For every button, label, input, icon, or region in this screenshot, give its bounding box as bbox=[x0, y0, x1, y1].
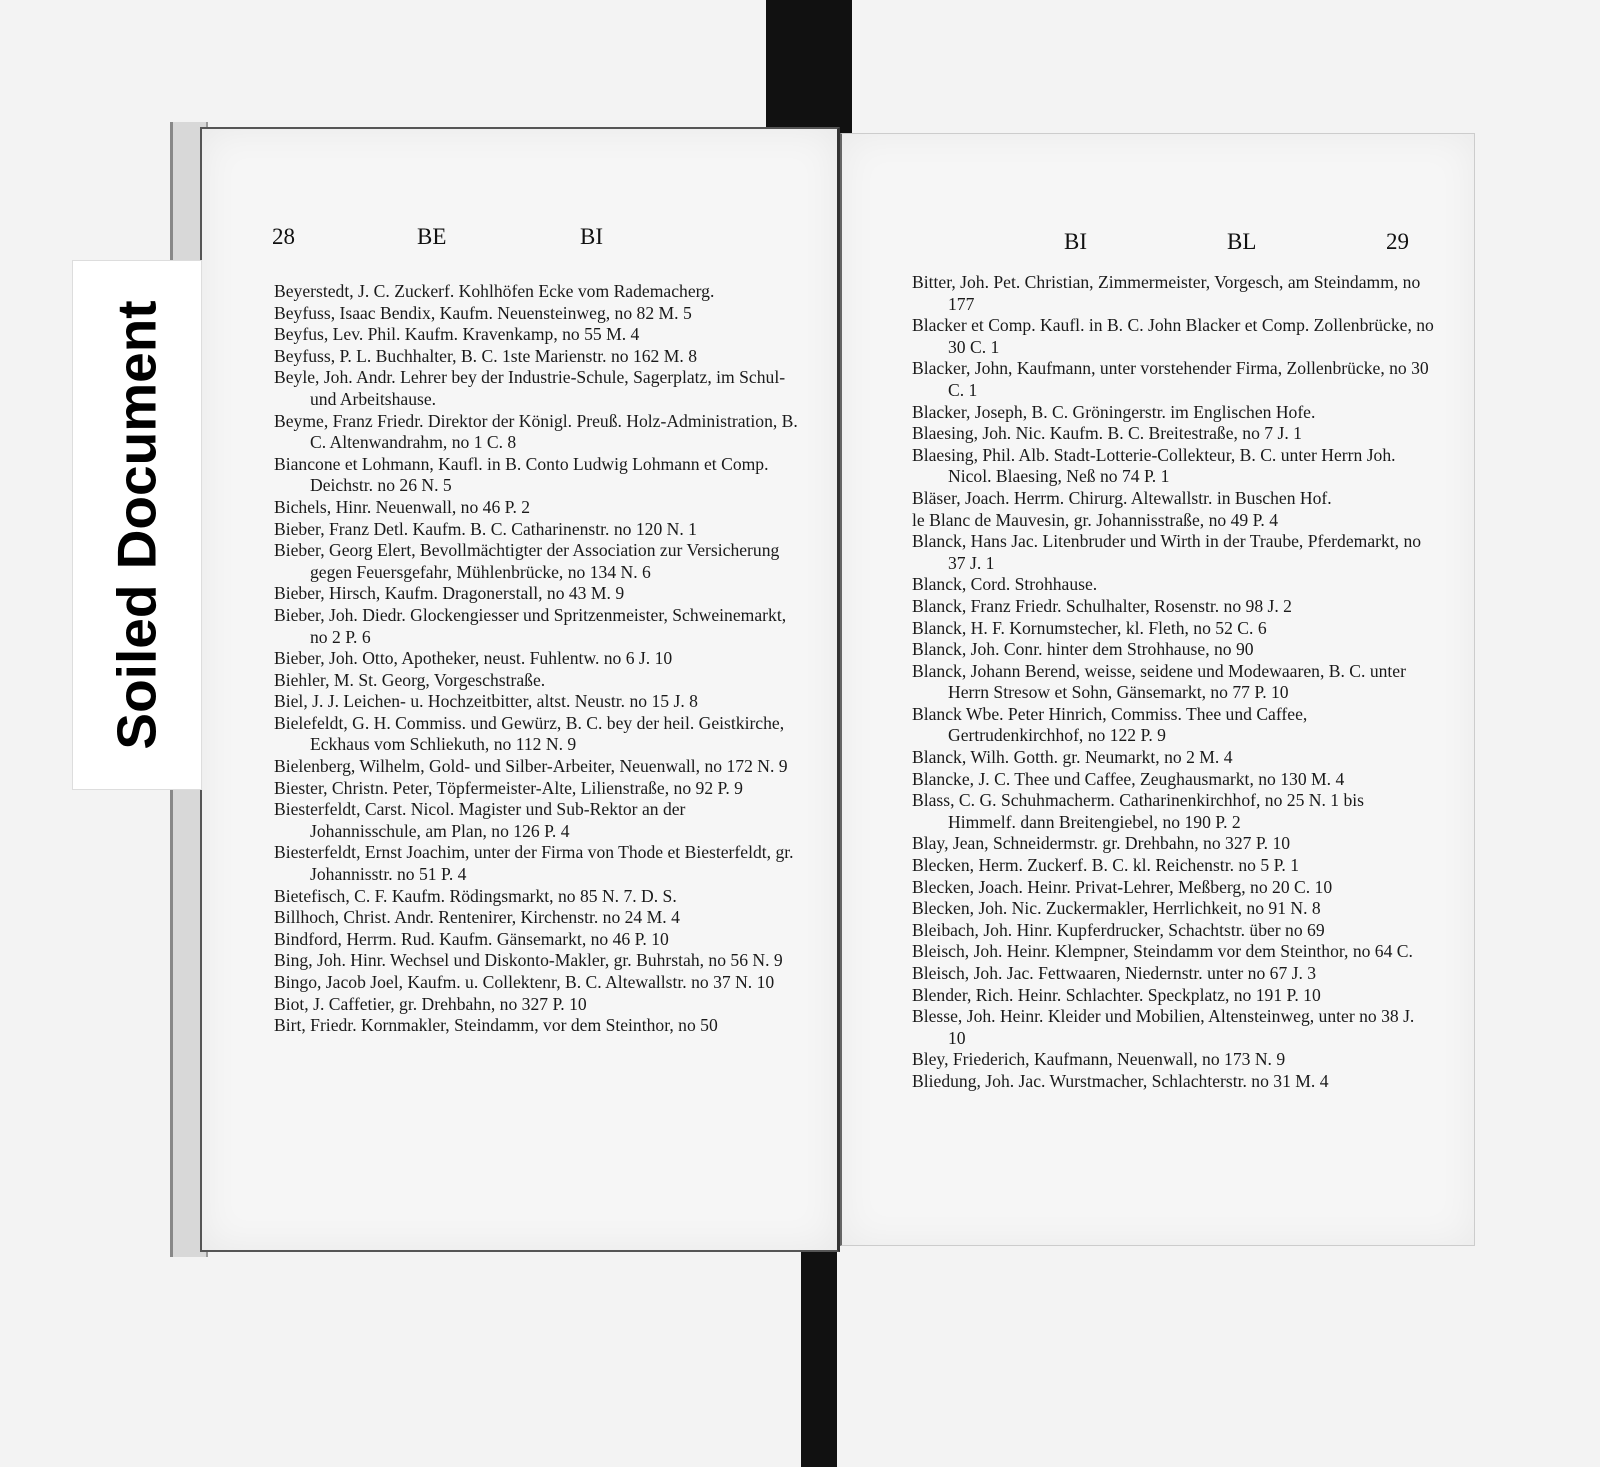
directory-entry: Beyle, Joh. Andr. Lehrer bey der Industrie-Schule, Sagerplatz, im Schul- und Arbeitshause. bbox=[274, 367, 786, 409]
directory-entry: Bieber, Joh. Diedr. Glockengiesser und Spritzenmeister, Schweinemarkt, no 2 P. 6 bbox=[274, 604, 787, 647]
directory-entry: Blesse, Joh. Heinr. Kleider und Mobilien, Altensteinweg, unter no 38 J. 10 bbox=[912, 1006, 1415, 1048]
left-page bbox=[200, 127, 840, 1252]
running-head-left: BE bbox=[417, 224, 447, 249]
directory-entry: Bielenberg, Wilhelm, Gold- und Silber-Arbeiter, Neuenwall, no 172 N. 9 bbox=[274, 756, 788, 777]
right-page-header bbox=[842, 229, 1474, 269]
directory-entry: Bläser, Joach. Herrm. Chirurg. Altewallstr. in Buschen Hof. bbox=[912, 487, 1332, 508]
directory-entry: Birt, Friedr. Kornmakler, Steindamm, vor dem Steinthor, no 50 bbox=[274, 1015, 718, 1036]
soiled-document-label bbox=[72, 260, 202, 790]
right-page bbox=[840, 133, 1475, 1246]
directory-entry: Biancone et Lohmann, Kaufl. in B. Conto Ludwig Lohmann et Comp. Deichstr. no 26 N. 5 bbox=[274, 453, 769, 496]
directory-entry: Bleibach, Joh. Hinr. Kupferdrucker, Schachtstr. über no 69 bbox=[912, 919, 1325, 940]
directory-entry: Beyme, Franz Friedr. Direktor der Königl. Preuß. Holz-Administration, B. C. Altenwandrahm, no 1 C. 8 bbox=[274, 410, 798, 453]
directory-entry: Blanck, Johann Berend, weisse, seidene und Modewaaren, B. C. unter Herrn Stresow et Sohn, Gänsemarkt, no 77 P. 10 bbox=[912, 660, 1406, 703]
directory-entry: Bieber, Franz Detl. Kaufm. B. C. Catharinenstr. no 120 N. 1 bbox=[274, 518, 697, 539]
directory-entry: Bielefeldt, G. H. Commiss. und Gewürz, B. C. bey der heil. Geistkirche, Eckhaus vom Schliekuth, no 112 N. 9 bbox=[274, 712, 785, 755]
left-page-header bbox=[202, 224, 837, 264]
directory-entry: Bietefisch, C. F. Kaufm. Rödingsmarkt, no 85 N. 7. D. S. bbox=[274, 885, 677, 906]
directory-entry: Blanck, H. F. Kornumstecher, kl. Fleth, no 52 C. 6 bbox=[912, 617, 1267, 638]
directory-entry: Biehler, M. St. Georg, Vorgeschstraße. bbox=[274, 669, 546, 690]
directory-entry: Biot, J. Caffetier, gr. Drehbahn, no 327 P. 10 bbox=[274, 993, 587, 1014]
directory-entry: le Blanc de Mauvesin, gr. Johannisstraße, no 49 P. 4 bbox=[912, 509, 1278, 530]
directory-entry: Blacker et Comp. Kaufl. in B. C. John Blacker et Comp. Zollenbrücke, no 30 C. 1 bbox=[912, 315, 1434, 357]
directory-entry: Biester, Christn. Peter, Töpfermeister-Alte, Lilienstraße, no 92 P. 9 bbox=[274, 777, 743, 798]
directory-entry: Bingo, Jacob Joel, Kaufm. u. Collektenr, B. C. Altewallstr. no 37 N. 10 bbox=[274, 972, 775, 992]
directory-entry: Blanck, Wilh. Gotth. gr. Neumarkt, no 2 M. 4 bbox=[912, 747, 1233, 768]
directory-entry: Bliedung, Joh. Jac. Wurstmacher, Schlachterstr. no 31 M. 4 bbox=[912, 1070, 1329, 1091]
directory-entry: Blanck, Joh. Conr. hinter dem Strohhause, no 90 bbox=[912, 639, 1254, 660]
directory-entry: Billhoch, Christ. Andr. Rentenirer, Kirchenstr. no 24 M. 4 bbox=[274, 907, 680, 928]
directory-entry: Blender, Rich. Heinr. Schlachter. Speckplatz, no 191 P. 10 bbox=[912, 984, 1321, 1005]
binding-strap-bottom bbox=[801, 1252, 837, 1467]
directory-entry: Biel, J. J. Leichen- u. Hochzeitbitter, altst. Neustr. no 15 J. 8 bbox=[274, 691, 698, 712]
directory-entry: Blanck Wbe. Peter Hinrich, Commiss. Thee und Caffee, Gertrudenkirchhof, no 122 P. 9 bbox=[912, 703, 1308, 746]
directory-entry: Blancke, J. C. Thee und Caffee, Zeughausmarkt, no 130 M. 4 bbox=[912, 768, 1345, 789]
directory-entries bbox=[912, 272, 1434, 1093]
page-number: 28 bbox=[272, 224, 295, 249]
directory-entry: Blass, C. G. Schuhmacherm. Catharinenkirchhof, no 25 N. 1 bis Himmelf. dann Breitengiebel, no 190 P. 2 bbox=[912, 790, 1364, 832]
directory-entry: Blanck, Cord. Strohhause. bbox=[912, 574, 1098, 595]
directory-entry: Beyerstedt, J. C. Zuckerf. Kohlhöfen Ecke vom Rademacherg. bbox=[274, 281, 715, 301]
running-head-left: BI bbox=[1064, 229, 1087, 254]
directory-entry: Blaesing, Joh. Nic. Kaufm. B. C. Breitestraße, no 7 J. 1 bbox=[912, 423, 1302, 444]
running-head-right: BL bbox=[1227, 229, 1257, 254]
directory-entry: Bitter, Joh. Pet. Christian, Zimmermeister, Vorgesch, am Steindamm, no 177 bbox=[912, 272, 1421, 314]
directory-entries bbox=[274, 281, 799, 1037]
directory-entry: Blecken, Herm. Zuckerf. B. C. kl. Reichenstr. no 5 P. 1 bbox=[912, 855, 1299, 876]
directory-entry: Bley, Friederich, Kaufmann, Neuenwall, no 173 N. 9 bbox=[912, 1049, 1286, 1070]
directory-entry: Bieber, Hirsch, Kaufm. Dragonerstall, no 43 M. 9 bbox=[274, 583, 625, 604]
directory-entry: Bleisch, Joh. Jac. Fettwaaren, Niedernstr. unter no 67 J. 3 bbox=[912, 963, 1317, 983]
running-head-right: BI bbox=[580, 224, 603, 249]
directory-entry: Blanck, Hans Jac. Litenbruder und Wirth in der Traube, Pferdemarkt, no 37 J. 1 bbox=[912, 531, 1422, 573]
directory-entry: Blecken, Joh. Nic. Zuckermakler, Herrlichkeit, no 91 N. 8 bbox=[912, 898, 1321, 919]
directory-entry: Blanck, Franz Friedr. Schulhalter, Rosenstr. no 98 J. 2 bbox=[912, 595, 1292, 616]
directory-entry: Bleisch, Joh. Heinr. Klempner, Steindamm vor dem Steinthor, no 64 C. bbox=[912, 941, 1413, 962]
directory-entry: Biesterfeldt, Ernst Joachim, unter der Firma von Thode et Biesterfeldt, gr. Johannisstr. no 51 P. 4 bbox=[274, 842, 794, 885]
directory-entry: Beyfuss, Isaac Bendix, Kaufm. Neuensteinweg, no 82 M. 5 bbox=[274, 302, 692, 323]
directory-entry: Blacker, John, Kaufmann, unter vorstehender Firma, Zollenbrücke, no 30 C. 1 bbox=[912, 358, 1429, 400]
directory-entry: Blaesing, Phil. Alb. Stadt-Lotterie-Collekteur, B. C. unter Herrn Joh. Nicol. Blaesing, Neß no 74 P. 1 bbox=[912, 444, 1396, 487]
directory-entry: Bieber, Joh. Otto, Apotheker, neust. Fuhlentw. no 6 J. 10 bbox=[274, 648, 673, 669]
directory-entry: Beyfuss, P. L. Buchhalter, B. C. 1ste Marienstr. no 162 M. 8 bbox=[274, 345, 697, 366]
directory-entry: Biesterfeldt, Carst. Nicol. Magister und Sub-Rektor an der Johannisschule, am Plan, no 126 P. 4 bbox=[274, 799, 686, 841]
directory-entry: Beyfus, Lev. Phil. Kaufm. Kravenkamp, no 55 M. 4 bbox=[274, 324, 640, 345]
directory-entry: Blecken, Joach. Heinr. Privat-Lehrer, Meßberg, no 20 C. 10 bbox=[912, 876, 1333, 897]
directory-entry: Bing, Joh. Hinr. Wechsel und Diskonto-Makler, gr. Buhrstah, no 56 N. 9 bbox=[274, 950, 783, 971]
directory-entry: Bindford, Herrm. Rud. Kaufm. Gänsemarkt, no 46 P. 10 bbox=[274, 928, 669, 949]
directory-entry: Blacker, Joseph, B. C. Gröningerstr. im Englischen Hofe. bbox=[912, 401, 1316, 422]
soiled-document-text: Soiled Document bbox=[106, 300, 168, 750]
directory-entry: Blay, Jean, Schneidermstr. gr. Drehbahn, no 327 P. 10 bbox=[912, 833, 1291, 854]
directory-entry: Bieber, Georg Elert, Bevollmächtigter der Association zur Versicherung gegen Feuersgefahr, Mühlenbrücke, no 134 N. 6 bbox=[274, 540, 780, 582]
directory-entry: Bichels, Hinr. Neuenwall, no 46 P. 2 bbox=[274, 496, 531, 517]
page-number: 29 bbox=[1386, 229, 1409, 254]
